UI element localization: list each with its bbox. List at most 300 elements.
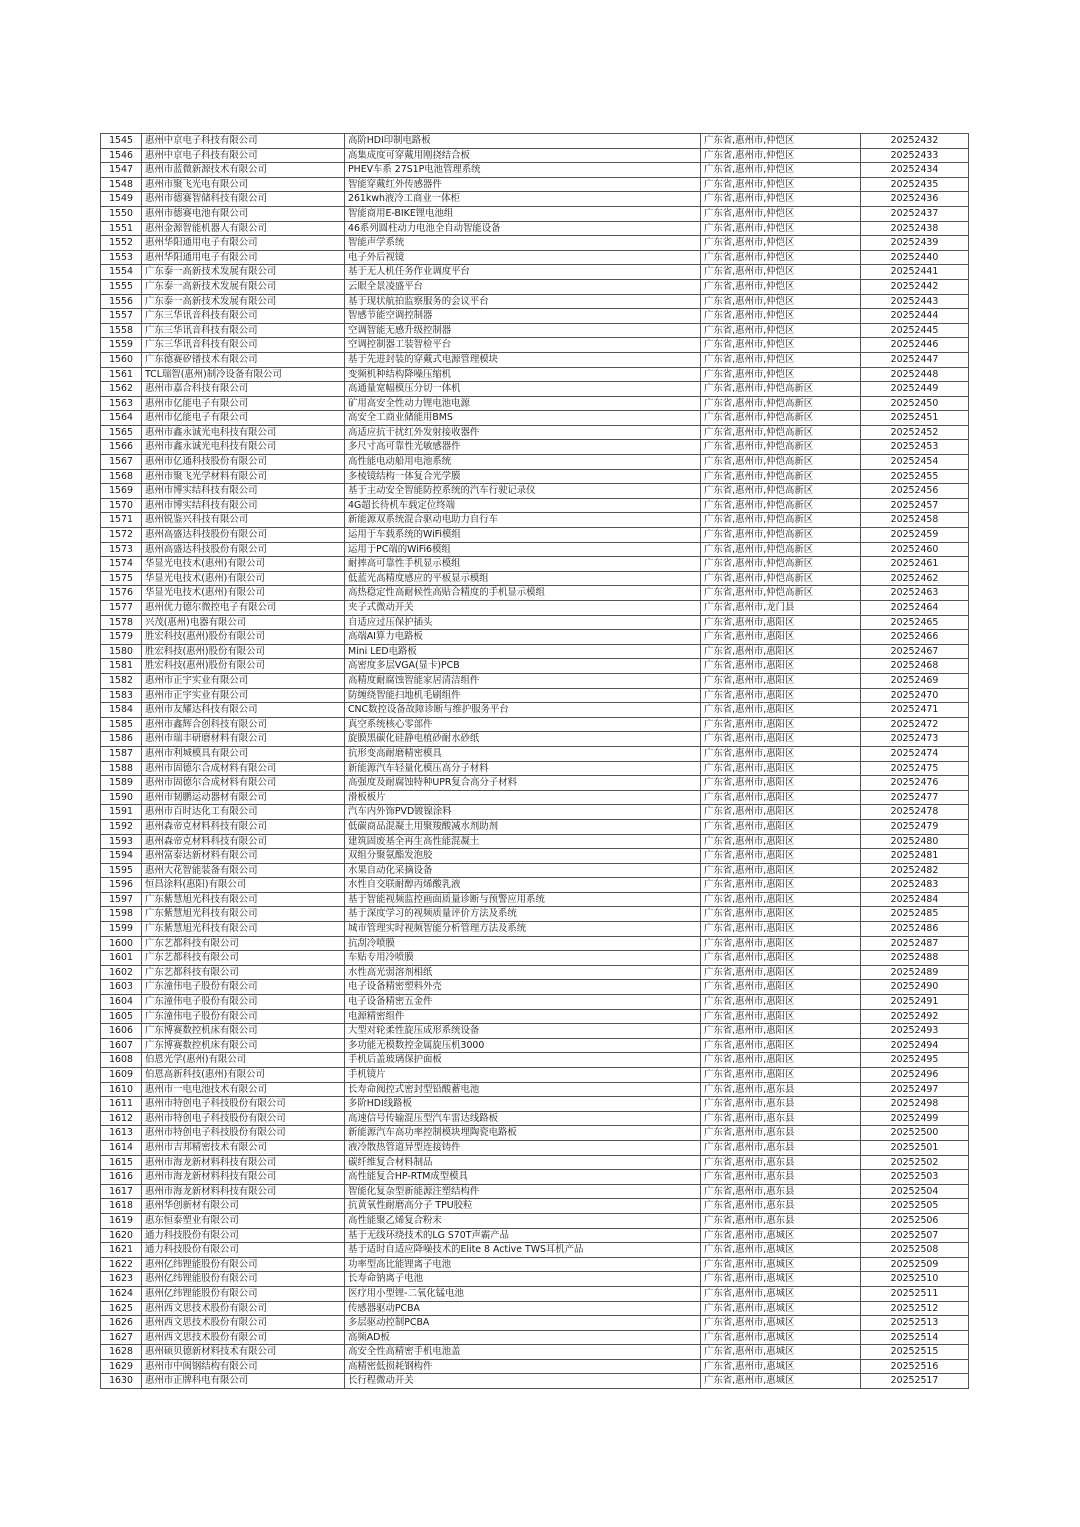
product-name-cell: 高频AD板: [345, 1330, 701, 1345]
product-name-cell: 261kwh液冷工商业一体柜: [345, 192, 701, 207]
region-cell: 广东省,惠州市,惠阳区: [701, 703, 861, 718]
certificate-number-cell: 20252472: [861, 717, 969, 732]
product-name-cell: 云眼全景凌盛平台: [345, 279, 701, 294]
table-row: [101, 1228, 969, 1243]
serial-number-cell: 1606: [101, 1024, 142, 1039]
table-row: [101, 1272, 969, 1287]
table-row: [101, 1068, 969, 1083]
serial-number-cell: 1600: [101, 936, 142, 951]
serial-number-cell: 1545: [101, 134, 142, 149]
certificate-number-cell: 20252469: [861, 673, 969, 688]
company-name-cell: 惠州市韧鹏运动器材有限公司: [142, 790, 345, 805]
serial-number-cell: 1580: [101, 644, 142, 659]
certificate-number-cell: 20252516: [861, 1359, 969, 1374]
certificate-number-cell: 20252512: [861, 1301, 969, 1316]
product-name-cell: 基于主动安全智能防控系统的汽车行驶记录仪: [345, 484, 701, 499]
certificate-number-cell: 20252452: [861, 425, 969, 440]
company-name-cell: 惠州市海龙新材料科技有限公司: [142, 1170, 345, 1185]
company-name-cell: 惠州中京电子科技有限公司: [142, 148, 345, 163]
region-cell: 广东省,惠州市,惠东县: [701, 1170, 861, 1185]
company-name-cell: 惠州市亿能电子有限公司: [142, 411, 345, 426]
region-cell: 广东省,惠州市,惠阳区: [701, 1009, 861, 1024]
serial-number-cell: 1602: [101, 965, 142, 980]
region-cell: 广东省,惠州市,惠阳区: [701, 615, 861, 630]
region-cell: 广东省,惠州市,仲恺高新区: [701, 528, 861, 543]
product-name-cell: 抗黄氧性耐磨高分子 TPU胶粒: [345, 1199, 701, 1214]
table-row: [101, 557, 969, 572]
region-cell: 广东省,惠州市,仲恺区: [701, 177, 861, 192]
product-name-cell: 手机后盖玻璃保护面板: [345, 1053, 701, 1068]
product-name-cell: 新能源汽车高功率控制模块埋陶瓷电路板: [345, 1126, 701, 1141]
company-name-cell: 惠州中京电子科技有限公司: [142, 134, 345, 149]
certificate-number-cell: 20252461: [861, 557, 969, 572]
region-cell: 广东省,惠州市,惠城区: [701, 1272, 861, 1287]
serial-number-cell: 1616: [101, 1170, 142, 1185]
certificate-number-cell: 20252505: [861, 1199, 969, 1214]
company-name-cell: 广东紫慧旭光科技有限公司: [142, 892, 345, 907]
product-name-cell: 高端AI算力电路板: [345, 630, 701, 645]
certificate-number-cell: 20252463: [861, 586, 969, 601]
product-name-cell: 车贴专用冷喷膜: [345, 951, 701, 966]
certificate-number-cell: 20252451: [861, 411, 969, 426]
region-cell: 广东省,惠州市,惠阳区: [701, 951, 861, 966]
table-row: [101, 1345, 969, 1360]
serial-number-cell: 1586: [101, 732, 142, 747]
table-row: [101, 849, 969, 864]
product-name-cell: 多功能无模数控金属旋压机3000: [345, 1038, 701, 1053]
certificate-number-cell: 20252456: [861, 484, 969, 499]
table-row: [101, 673, 969, 688]
certificate-number-cell: 20252433: [861, 148, 969, 163]
product-name-cell: 高速信号传输混压型汽车雷达线路板: [345, 1111, 701, 1126]
serial-number-cell: 1607: [101, 1038, 142, 1053]
company-name-cell: 惠州市海龙新材料科技有限公司: [142, 1184, 345, 1199]
certificate-number-cell: 20252509: [861, 1257, 969, 1272]
serial-number-cell: 1567: [101, 455, 142, 470]
company-name-cell: 广东泰一高新技术发展有限公司: [142, 279, 345, 294]
company-name-cell: 惠州市特创电子科技股份有限公司: [142, 1111, 345, 1126]
table-row: [101, 1359, 969, 1374]
serial-number-cell: 1591: [101, 805, 142, 820]
certificate-number-cell: 20252504: [861, 1184, 969, 1199]
company-name-cell: 惠州市蓝微新源技术有限公司: [142, 163, 345, 178]
region-cell: 广东省,惠州市,惠东县: [701, 1082, 861, 1097]
table-row: [101, 323, 969, 338]
company-name-cell: 惠州市正宇实业有限公司: [142, 673, 345, 688]
serial-number-cell: 1626: [101, 1316, 142, 1331]
serial-number-cell: 1565: [101, 425, 142, 440]
certificate-number-cell: 20252464: [861, 601, 969, 616]
data-table: [100, 133, 969, 1389]
serial-number-cell: 1549: [101, 192, 142, 207]
certificate-number-cell: 20252489: [861, 965, 969, 980]
product-name-cell: 基于先进封装的穿戴式电源管理模块: [345, 352, 701, 367]
table-row: [101, 1301, 969, 1316]
serial-number-cell: 1618: [101, 1199, 142, 1214]
product-name-cell: 智能声学系统: [345, 236, 701, 251]
product-name-cell: 电子设备精密塑料外壳: [345, 980, 701, 995]
region-cell: 广东省,惠州市,惠阳区: [701, 819, 861, 834]
company-name-cell: 广东三华讯音科技有限公司: [142, 338, 345, 353]
company-name-cell: 惠州市瑞丰研磨材料有限公司: [142, 732, 345, 747]
region-cell: 广东省,惠州市,惠阳区: [701, 922, 861, 937]
table-row: [101, 951, 969, 966]
region-cell: 广东省,惠州市,惠城区: [701, 1286, 861, 1301]
serial-number-cell: 1617: [101, 1184, 142, 1199]
certificate-number-cell: 20252508: [861, 1243, 969, 1258]
table-row: [101, 1053, 969, 1068]
table-row: [101, 965, 969, 980]
table-row: [101, 1199, 969, 1214]
region-cell: 广东省,惠州市,惠阳区: [701, 688, 861, 703]
region-cell: 广东省,惠州市,仲恺高新区: [701, 382, 861, 397]
region-cell: 广东省,惠州市,仲恺高新区: [701, 498, 861, 513]
serial-number-cell: 1592: [101, 819, 142, 834]
region-cell: 广东省,惠州市,惠阳区: [701, 805, 861, 820]
certificate-number-cell: 20252440: [861, 250, 969, 265]
table-row: [101, 1097, 969, 1112]
region-cell: 广东省,惠州市,仲恺高新区: [701, 542, 861, 557]
region-cell: 广东省,惠州市,惠城区: [701, 1345, 861, 1360]
company-name-cell: 惠州华阳通用电子有限公司: [142, 236, 345, 251]
product-name-cell: 高精度耐腐蚀智能家居清洁组件: [345, 673, 701, 688]
product-name-cell: 碳纤维复合材料制品: [345, 1155, 701, 1170]
region-cell: 广东省,惠州市,仲恺区: [701, 309, 861, 324]
certificate-number-cell: 20252511: [861, 1286, 969, 1301]
serial-number-cell: 1621: [101, 1243, 142, 1258]
certificate-number-cell: 20252446: [861, 338, 969, 353]
table-row: [101, 863, 969, 878]
table-row: [101, 528, 969, 543]
company-name-cell: 惠州市海龙新材料科技有限公司: [142, 1155, 345, 1170]
region-cell: 广东省,惠州市,惠东县: [701, 1140, 861, 1155]
certificate-number-cell: 20252436: [861, 192, 969, 207]
product-name-cell: 新能源双系统混合驱动电助力自行车: [345, 513, 701, 528]
company-name-cell: 华显光电技术(惠州)有限公司: [142, 557, 345, 572]
company-name-cell: 惠州市中闽钢结构有限公司: [142, 1359, 345, 1374]
company-name-cell: 惠州锐鉴兴科技有限公司: [142, 513, 345, 528]
table-row: [101, 688, 969, 703]
region-cell: 广东省,惠州市,惠城区: [701, 1374, 861, 1389]
company-name-cell: 广东潼伟电子股份有限公司: [142, 995, 345, 1010]
company-name-cell: 惠州市利城模具有限公司: [142, 746, 345, 761]
certificate-number-cell: 20252466: [861, 630, 969, 645]
certificate-number-cell: 20252481: [861, 849, 969, 864]
table-row: [101, 1316, 969, 1331]
company-name-cell: 惠州市固德尔合成材料有限公司: [142, 761, 345, 776]
company-name-cell: 广东泰一高新技术发展有限公司: [142, 294, 345, 309]
certificate-number-cell: 20252458: [861, 513, 969, 528]
company-name-cell: 广东博赛数控机床有限公司: [142, 1024, 345, 1039]
company-name-cell: 惠州市特创电子科技股份有限公司: [142, 1097, 345, 1112]
table-row: [101, 221, 969, 236]
certificate-number-cell: 20252435: [861, 177, 969, 192]
certificate-number-cell: 20252476: [861, 776, 969, 791]
serial-number-cell: 1556: [101, 294, 142, 309]
company-name-cell: 惠州市正宇实业有限公司: [142, 688, 345, 703]
company-name-cell: 广东艺都科技有限公司: [142, 936, 345, 951]
serial-number-cell: 1588: [101, 761, 142, 776]
region-cell: 广东省,惠州市,惠阳区: [701, 790, 861, 805]
serial-number-cell: 1547: [101, 163, 142, 178]
certificate-number-cell: 20252443: [861, 294, 969, 309]
product-name-cell: 新能源汽车轻量化模压高分子材料: [345, 761, 701, 776]
serial-number-cell: 1572: [101, 528, 142, 543]
certificate-number-cell: 20252491: [861, 995, 969, 1010]
product-name-cell: 长行程微动开关: [345, 1374, 701, 1389]
product-name-cell: 低碳商品混凝土用聚羧酸减水剂助剂: [345, 819, 701, 834]
table-row: [101, 352, 969, 367]
region-cell: 广东省,惠州市,仲恺高新区: [701, 440, 861, 455]
company-name-cell: 惠州市博实结科技有限公司: [142, 484, 345, 499]
region-cell: 广东省,惠州市,惠东县: [701, 1126, 861, 1141]
certificate-number-cell: 20252460: [861, 542, 969, 557]
table-row: [101, 542, 969, 557]
serial-number-cell: 1605: [101, 1009, 142, 1024]
serial-number-cell: 1573: [101, 542, 142, 557]
product-name-cell: 汽车内外饰PVD镀镍涂料: [345, 805, 701, 820]
certificate-number-cell: 20252449: [861, 382, 969, 397]
product-name-cell: 高密度多层VGA(显卡)PCB: [345, 659, 701, 674]
region-cell: 广东省,惠州市,惠阳区: [701, 1024, 861, 1039]
product-name-cell: 运用于车载系统的WiFi模组: [345, 528, 701, 543]
serial-number-cell: 1611: [101, 1097, 142, 1112]
region-cell: 广东省,惠州市,惠东县: [701, 1199, 861, 1214]
certificate-number-cell: 20252462: [861, 571, 969, 586]
product-name-cell: 高安全性高精密手机电池盖: [345, 1345, 701, 1360]
certificate-number-cell: 20252506: [861, 1213, 969, 1228]
product-name-cell: 低蓝光高精度感应的平板显示模组: [345, 571, 701, 586]
certificate-number-cell: 20252478: [861, 805, 969, 820]
company-name-cell: 惠州华阳通用电子有限公司: [142, 250, 345, 265]
company-name-cell: 广东艺都科技有限公司: [142, 965, 345, 980]
company-name-cell: 惠州市聚飞光电有限公司: [142, 177, 345, 192]
table-row: [101, 790, 969, 805]
region-cell: 广东省,惠州市,仲恺区: [701, 206, 861, 221]
table-row: [101, 163, 969, 178]
company-name-cell: 通力科技股份有限公司: [142, 1228, 345, 1243]
serial-number-cell: 1583: [101, 688, 142, 703]
company-name-cell: 伯恩光学(惠州)有限公司: [142, 1053, 345, 1068]
company-name-cell: 惠州市德赛电池有限公司: [142, 206, 345, 221]
certificate-number-cell: 20252450: [861, 396, 969, 411]
region-cell: 广东省,惠州市,仲恺高新区: [701, 571, 861, 586]
table-row: [101, 1155, 969, 1170]
product-name-cell: 基于智能视频监控画面质量诊断与预警应用系统: [345, 892, 701, 907]
region-cell: 广东省,惠州市,仲恺区: [701, 221, 861, 236]
table-row: [101, 746, 969, 761]
region-cell: 广东省,惠州市,仲恺区: [701, 352, 861, 367]
region-cell: 广东省,惠州市,惠阳区: [701, 849, 861, 864]
product-name-cell: 水果自动化采摘设备: [345, 863, 701, 878]
certificate-number-cell: 20252492: [861, 1009, 969, 1024]
company-name-cell: 惠州亿纬锂能股份有限公司: [142, 1272, 345, 1287]
serial-number-cell: 1630: [101, 1374, 142, 1389]
company-name-cell: 惠州市正牌科电有限公司: [142, 1374, 345, 1389]
region-cell: 广东省,惠州市,仲恺区: [701, 250, 861, 265]
certificate-number-cell: 20252438: [861, 221, 969, 236]
region-cell: 广东省,惠州市,仲恺高新区: [701, 557, 861, 572]
certificate-number-cell: 20252459: [861, 528, 969, 543]
region-cell: 广东省,惠州市,仲恺高新区: [701, 469, 861, 484]
table-row: [101, 1170, 969, 1185]
region-cell: 广东省,惠州市,惠阳区: [701, 630, 861, 645]
product-name-cell: 基于深度学习的视频质量评价方法及系统: [345, 907, 701, 922]
serial-number-cell: 1576: [101, 586, 142, 601]
company-name-cell: 惠州市鑫永诚光电科技有限公司: [142, 440, 345, 455]
certificate-number-cell: 20252455: [861, 469, 969, 484]
product-name-cell: 液冷散热管道异型连接铸件: [345, 1140, 701, 1155]
certificate-number-cell: 20252474: [861, 746, 969, 761]
product-name-cell: Mini LED电路板: [345, 644, 701, 659]
product-name-cell: 夹子式微动开关: [345, 601, 701, 616]
certificate-number-cell: 20252442: [861, 279, 969, 294]
region-cell: 广东省,惠州市,仲恺区: [701, 338, 861, 353]
serial-number-cell: 1559: [101, 338, 142, 353]
product-name-cell: 长寿命阀控式密封型铅酸蓄电池: [345, 1082, 701, 1097]
certificate-number-cell: 20252432: [861, 134, 969, 149]
certificate-number-cell: 20252434: [861, 163, 969, 178]
certificate-number-cell: 20252441: [861, 265, 969, 280]
serial-number-cell: 1558: [101, 323, 142, 338]
region-cell: 广东省,惠州市,仲恺高新区: [701, 586, 861, 601]
product-name-cell: 城市管理实时视频智能分析管理方法及系统: [345, 922, 701, 937]
company-name-cell: 华显光电技术(惠州)有限公司: [142, 586, 345, 601]
table-row: [101, 309, 969, 324]
serial-number-cell: 1554: [101, 265, 142, 280]
table-row: [101, 382, 969, 397]
certificate-number-cell: 20252502: [861, 1155, 969, 1170]
product-name-cell: 空调控制器工装智检平台: [345, 338, 701, 353]
table-row: [101, 601, 969, 616]
company-name-cell: TCL瑞智(惠州)制冷设备有限公司: [142, 367, 345, 382]
product-name-cell: 高安全工商业储能用BMS: [345, 411, 701, 426]
region-cell: 广东省,惠州市,仲恺区: [701, 279, 861, 294]
product-name-cell: 变频机种结构降噪压缩机: [345, 367, 701, 382]
serial-number-cell: 1615: [101, 1155, 142, 1170]
company-name-cell: 华显光电技术(惠州)有限公司: [142, 571, 345, 586]
table-row: [101, 776, 969, 791]
serial-number-cell: 1589: [101, 776, 142, 791]
table-row: [101, 819, 969, 834]
company-name-cell: 惠州森帝克材料科技有限公司: [142, 819, 345, 834]
table-body: [101, 134, 969, 1389]
region-cell: 广东省,惠州市,惠阳区: [701, 863, 861, 878]
table-row: [101, 425, 969, 440]
company-name-cell: 广东潼伟电子股份有限公司: [142, 1009, 345, 1024]
certificate-number-cell: 20252515: [861, 1345, 969, 1360]
certificate-number-cell: 20252484: [861, 892, 969, 907]
certificate-number-cell: 20252471: [861, 703, 969, 718]
serial-number-cell: 1625: [101, 1301, 142, 1316]
certificate-number-cell: 20252467: [861, 644, 969, 659]
company-name-cell: 广东三华讯音科技有限公司: [142, 323, 345, 338]
product-name-cell: 智能穿戴红外传感器件: [345, 177, 701, 192]
serial-number-cell: 1551: [101, 221, 142, 236]
region-cell: 广东省,惠州市,惠城区: [701, 1257, 861, 1272]
table-row: [101, 878, 969, 893]
company-name-cell: 惠州高盛达科技股份有限公司: [142, 542, 345, 557]
serial-number-cell: 1622: [101, 1257, 142, 1272]
table-row: [101, 659, 969, 674]
region-cell: 广东省,惠州市,惠阳区: [701, 746, 861, 761]
region-cell: 广东省,惠州市,惠阳区: [701, 717, 861, 732]
product-name-cell: 运用于PC端的WiFi6模组: [345, 542, 701, 557]
table-row: [101, 615, 969, 630]
certificate-number-cell: 20252496: [861, 1068, 969, 1083]
region-cell: 广东省,惠州市,仲恺区: [701, 367, 861, 382]
company-name-cell: 惠州市固德尔合成材料有限公司: [142, 776, 345, 791]
region-cell: 广东省,惠州市,惠阳区: [701, 776, 861, 791]
certificate-number-cell: 20252501: [861, 1140, 969, 1155]
company-name-cell: 惠州市聚飞光学材料有限公司: [142, 469, 345, 484]
table-row: [101, 265, 969, 280]
region-cell: 广东省,惠州市,仲恺高新区: [701, 513, 861, 528]
certificate-number-cell: 20252445: [861, 323, 969, 338]
product-name-cell: 手机镜片: [345, 1068, 701, 1083]
company-name-cell: 广东潼伟电子股份有限公司: [142, 980, 345, 995]
certificate-number-cell: 20252479: [861, 819, 969, 834]
serial-number-cell: 1620: [101, 1228, 142, 1243]
company-name-cell: 惠州西文思技术股份有限公司: [142, 1301, 345, 1316]
region-cell: 广东省,惠州市,仲恺高新区: [701, 425, 861, 440]
product-name-cell: 长寿命钠离子电池: [345, 1272, 701, 1287]
serial-number-cell: 1619: [101, 1213, 142, 1228]
serial-number-cell: 1575: [101, 571, 142, 586]
company-name-cell: 惠州硕贝德新材料技术有限公司: [142, 1345, 345, 1360]
table-row: [101, 1140, 969, 1155]
region-cell: 广东省,惠州市,惠阳区: [701, 1053, 861, 1068]
company-name-cell: 惠州亿纬锂能股份有限公司: [142, 1257, 345, 1272]
product-name-cell: 高强度及耐腐蚀特种UPR复合高分子材料: [345, 776, 701, 791]
serial-number-cell: 1563: [101, 396, 142, 411]
product-name-cell: PHEV车系 27S1P电池管理系统: [345, 163, 701, 178]
certificate-number-cell: 20252514: [861, 1330, 969, 1345]
product-name-cell: 高适应抗干扰红外发射接收器件: [345, 425, 701, 440]
company-name-cell: 惠州高盛达科技股份有限公司: [142, 528, 345, 543]
region-cell: 广东省,惠州市,仲恺高新区: [701, 455, 861, 470]
company-name-cell: 惠州市鑫辉合创科技有限公司: [142, 717, 345, 732]
company-name-cell: 惠州市友耀达科技有限公司: [142, 703, 345, 718]
table-row: [101, 513, 969, 528]
certificate-number-cell: 20252513: [861, 1316, 969, 1331]
serial-number-cell: 1548: [101, 177, 142, 192]
region-cell: 广东省,惠州市,惠城区: [701, 1330, 861, 1345]
product-name-cell: 大型对轮柔性旋压成形系统设备: [345, 1024, 701, 1039]
region-cell: 广东省,惠州市,惠城区: [701, 1301, 861, 1316]
company-name-cell: 广东紫慧旭光科技有限公司: [142, 922, 345, 937]
serial-number-cell: 1561: [101, 367, 142, 382]
product-name-cell: 防缠绕智能扫地机毛刷组件: [345, 688, 701, 703]
serial-number-cell: 1568: [101, 469, 142, 484]
region-cell: 广东省,惠州市,惠阳区: [701, 995, 861, 1010]
region-cell: 广东省,惠州市,惠阳区: [701, 907, 861, 922]
certificate-number-cell: 20252507: [861, 1228, 969, 1243]
region-cell: 广东省,惠州市,仲恺区: [701, 148, 861, 163]
serial-number-cell: 1610: [101, 1082, 142, 1097]
product-name-cell: 电子外后视镜: [345, 250, 701, 265]
serial-number-cell: 1614: [101, 1140, 142, 1155]
region-cell: 广东省,惠州市,惠东县: [701, 1155, 861, 1170]
certificate-number-cell: 20252499: [861, 1111, 969, 1126]
certificate-number-cell: 20252490: [861, 980, 969, 995]
serial-number-cell: 1598: [101, 907, 142, 922]
table-row: [101, 484, 969, 499]
serial-number-cell: 1613: [101, 1126, 142, 1141]
table-row: [101, 440, 969, 455]
region-cell: 广东省,惠州市,仲恺区: [701, 294, 861, 309]
serial-number-cell: 1584: [101, 703, 142, 718]
